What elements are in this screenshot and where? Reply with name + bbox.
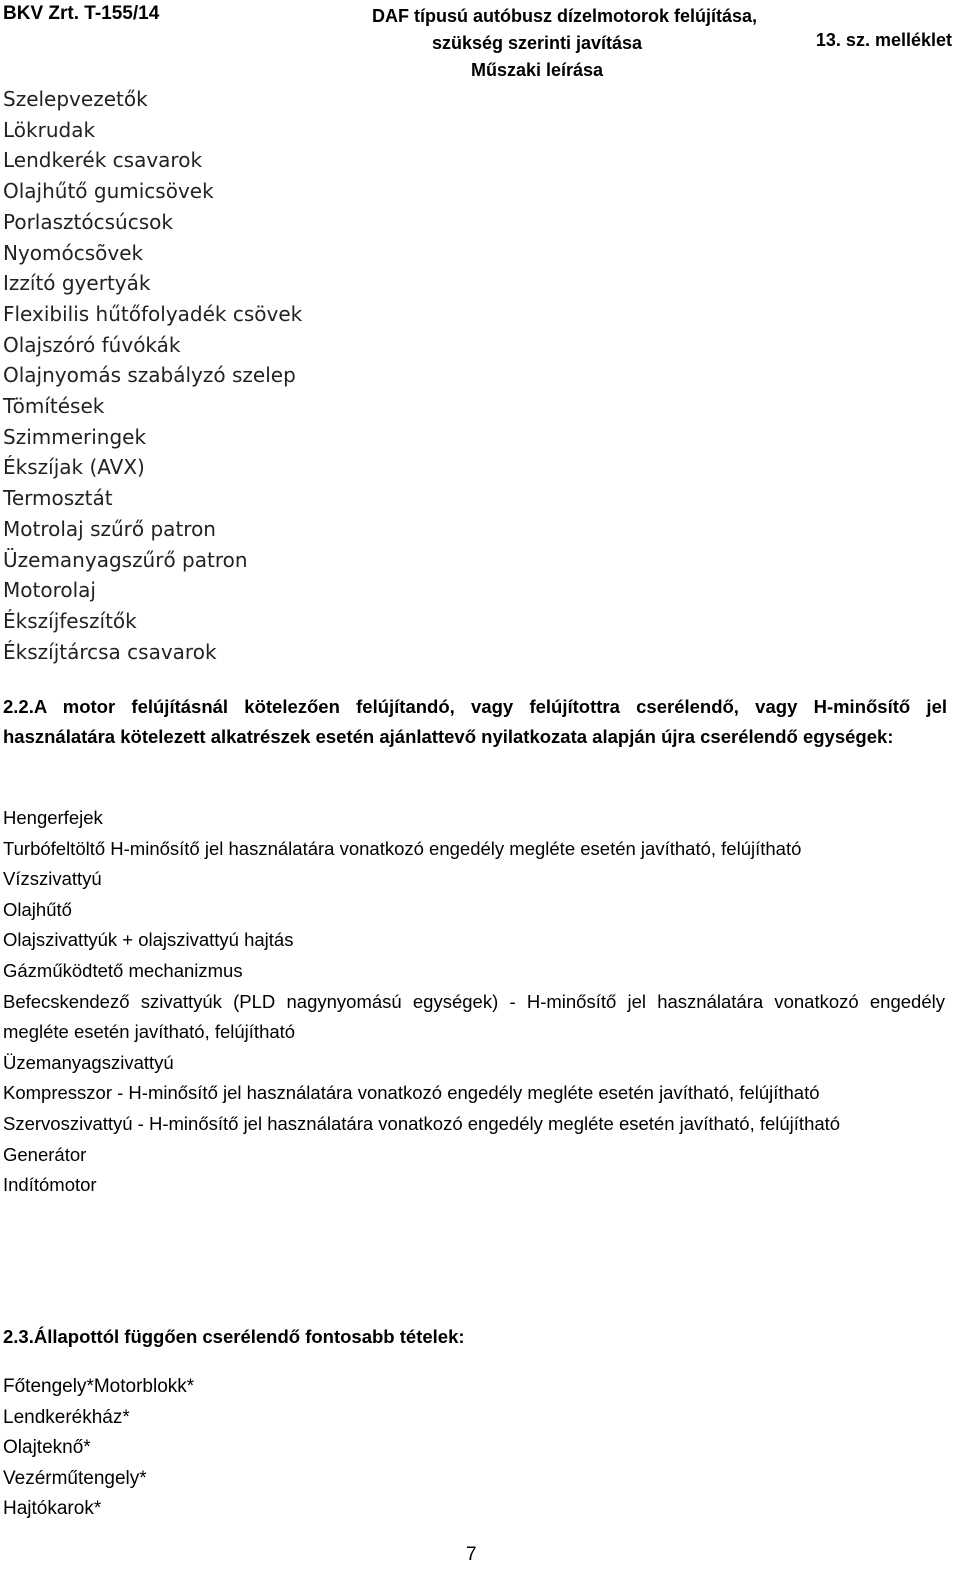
list-item: Lendkerék csavarok (3, 148, 203, 173)
list-item: Hajtókarok* (3, 1498, 102, 1520)
list-item: Ékszíjak (AVX) (3, 455, 145, 480)
list-item: Üzemanyagszűrő patron (3, 547, 248, 572)
list-item: Olajhűtő gumicsövek (3, 179, 214, 204)
section-2-2-heading: 2.2.A motor felújításnál kötelezően felújítandó, vagy felújítottra cserélendő, vagy H-minősítő jel használatára kötelezett alkatrészek esetén ajánlattevő nyilatkozata alapján újra cserélendő egységek: (3, 696, 947, 747)
list-item: Szimmeringek (3, 424, 147, 449)
list-item: Termosztát (3, 486, 113, 511)
list-item: Ékszíjfeszítők (3, 608, 137, 633)
list-item: Hengerfejek (3, 807, 103, 828)
title-line-2: szükség szerinti javítása (431, 33, 643, 53)
list-item: Ékszíjtárcsa csavarok (3, 639, 217, 664)
list-item: Lendkerékház* (3, 1406, 130, 1428)
annex-label: 13. sz. melléklet (815, 30, 952, 50)
list-item: Nyomócsõvek (3, 240, 144, 265)
list-item: Lökrudak (3, 117, 96, 142)
list-item: Főtengely*Motorblokk* (3, 1376, 195, 1397)
section-2-3-list (3, 1372, 194, 1525)
list-item: Olajteknő* (3, 1437, 91, 1459)
list-item: Gázműködtető mechanizmus (3, 959, 243, 981)
list-item: Motorolaj (3, 578, 96, 603)
list-item: Flexibilis hűtőfolyadék csövek (3, 301, 303, 326)
list-item: Befecskendező szivattyúk (PLD nagynyomású egységek) - H-minősítő jel használatára vonatkozó engedély megléte esetén javítható, felújítható (3, 990, 945, 1043)
list-item: Olajszivattyúk + olajszivattyú hajtás (3, 929, 294, 951)
title-line-3: Műszaki leírása (470, 60, 604, 80)
list-item: Kompresszor - H-minősítő jel használatára vonatkozó engedély megléte esetén javítható, felújítható (3, 1082, 820, 1104)
page-header (0, 0, 960, 84)
list-item: Olajhűtő (3, 898, 72, 920)
list-item: Szelepvezetők (3, 87, 148, 111)
document-reference: BKV Zrt. T-155/14 (3, 3, 160, 24)
list-item: Generátor (3, 1143, 87, 1165)
section-2-2-list (3, 803, 945, 1201)
section-2-3-heading: 2.3.Állapottól függően cserélendő fontosabb tételek: (3, 1326, 465, 1347)
document-title (372, 3, 758, 84)
list-item: Izzító gyertyák (3, 271, 151, 296)
list-item: Szervoszivattyú - H-minősítő jel használatára vonatkozó engedély megléte esetén javítható, felújítható (3, 1112, 841, 1134)
list-item: Olajnyomás szabályzó szelep (3, 363, 296, 388)
list-item: Tömítések (3, 394, 105, 419)
list-item: Turbófeltöltő H-minősítő jel használatára vonatkozó engedély megléte esetén javítható, felújítható (3, 837, 802, 859)
list-item: Vízszivattyú (3, 868, 102, 890)
page-number: 7 (466, 1544, 477, 1565)
list-item: Indítómotor (3, 1174, 97, 1196)
list-item: Motrolaj szűrő patron (3, 516, 216, 541)
title-line-1: DAF típusú autóbusz dízelmotorok felújítása, (372, 6, 758, 26)
list-item: Porlasztócsúcsok (3, 209, 173, 234)
list-item: Üzemanyagszivattyú (3, 1051, 174, 1073)
list-item: Vezérműtengely* (3, 1467, 147, 1489)
list-item: Olajszóró fúvókák (3, 332, 181, 357)
parts-list (3, 84, 302, 667)
